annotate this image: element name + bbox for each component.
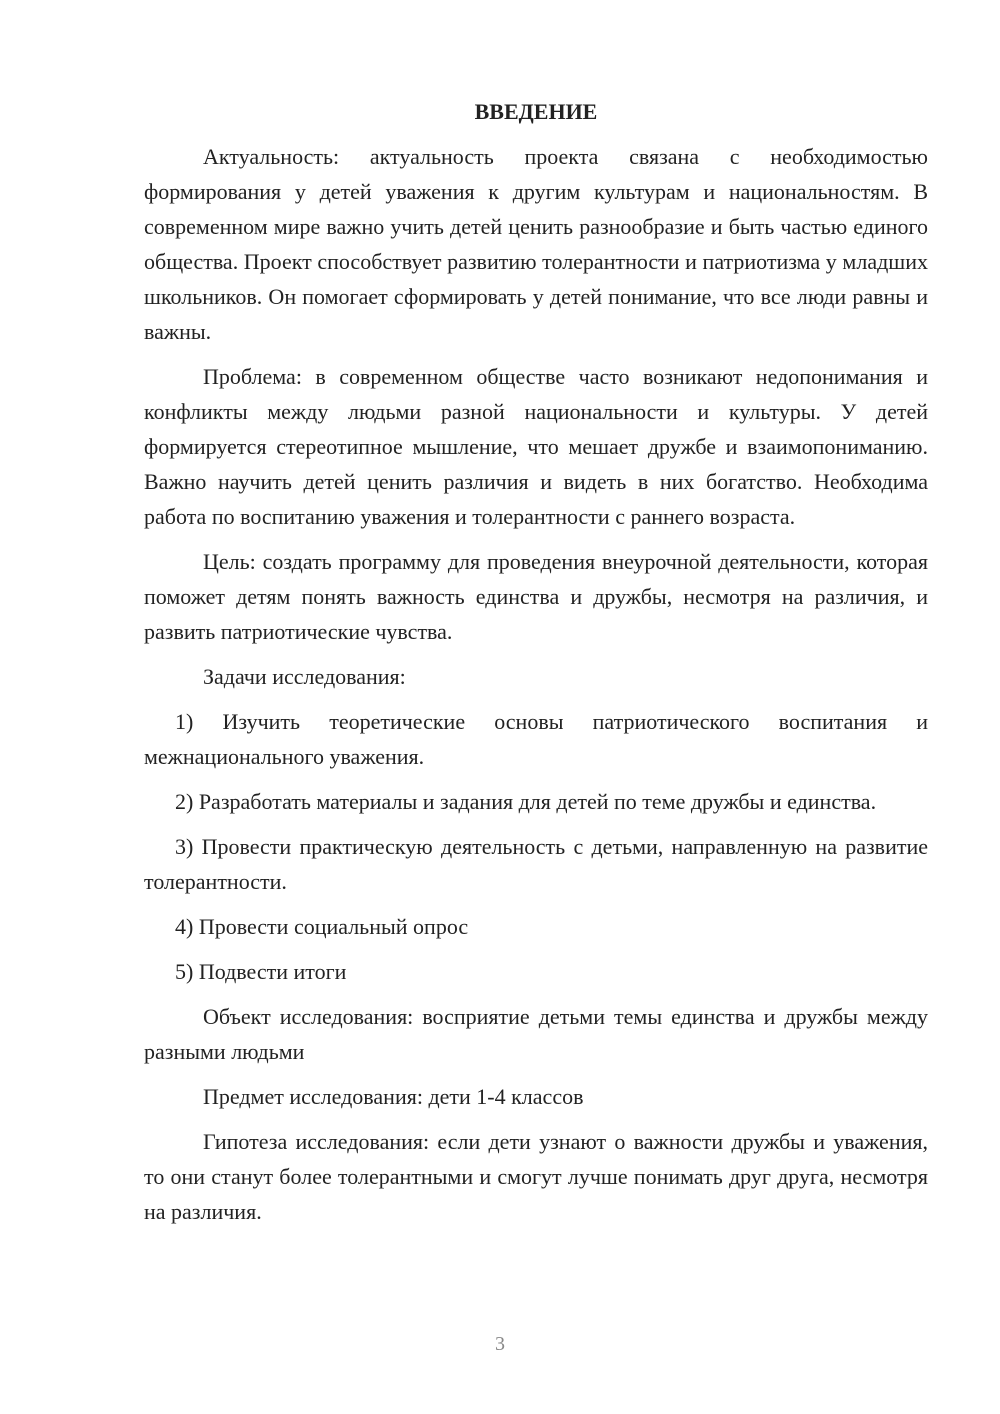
tasks-heading: Задачи исследования: bbox=[203, 664, 406, 689]
task-item: 2) Разработать материалы и задания для детей по теме дружбы и единства. bbox=[175, 789, 877, 814]
task-item: 3) Провести практическую деятельность с детьми, направленную на развитие толерантности. bbox=[144, 834, 928, 894]
task-item: 5) Подвести итоги bbox=[175, 959, 347, 984]
page-number: 3 bbox=[495, 1333, 505, 1355]
task-item: 4) Провести социальный опрос bbox=[175, 914, 469, 939]
goal-paragraph: Цель: создать программу для проведения внеурочной деятельности, которая поможет детям понять важность единства и дружбы, несмотря на различия, и развить патриотические чувства. bbox=[144, 549, 928, 644]
object-paragraph: Объект исследования: восприятие детьми темы единства и дружбы между разными людьми bbox=[144, 1004, 928, 1064]
relevance-paragraph: Актуальность: актуальность проекта связана с необходимостью формирования у детей уважения к другим культурам и национальностям. В современном мире важно учить детей ценить разнообразие и быть частью единого общества. Проект способствует развитию толерантности и патриотизма у младших школьников. Он помогает сформировать у детей понимание, что все люди равны и важны. bbox=[144, 144, 928, 344]
section-title: ВВЕДЕНИЕ bbox=[474, 99, 598, 124]
page-body bbox=[144, 94, 928, 1239]
subject-paragraph: Предмет исследования: дети 1-4 классов bbox=[203, 1084, 584, 1109]
task-item: 1) Изучить теоретические основы патриотического воспитания и межнационального уважения. bbox=[144, 709, 928, 769]
problem-paragraph: Проблема: в современном обществе часто возникают недопонимания и конфликты между людьми разной национальности и культуры. У детей формируется стереотипное мышление, что мешает дружбе и взаимопониманию. Важно научить детей ценить различия и видеть в них богатство. Необходима работа по воспитанию уважения и толерантности с раннего возраста. bbox=[144, 364, 928, 529]
hypothesis-paragraph: Гипотеза исследования: если дети узнают о важности дружбы и уважения, то они станут более толерантными и смогут лучше понимать друг друга, несмотря на различия. bbox=[144, 1129, 928, 1224]
